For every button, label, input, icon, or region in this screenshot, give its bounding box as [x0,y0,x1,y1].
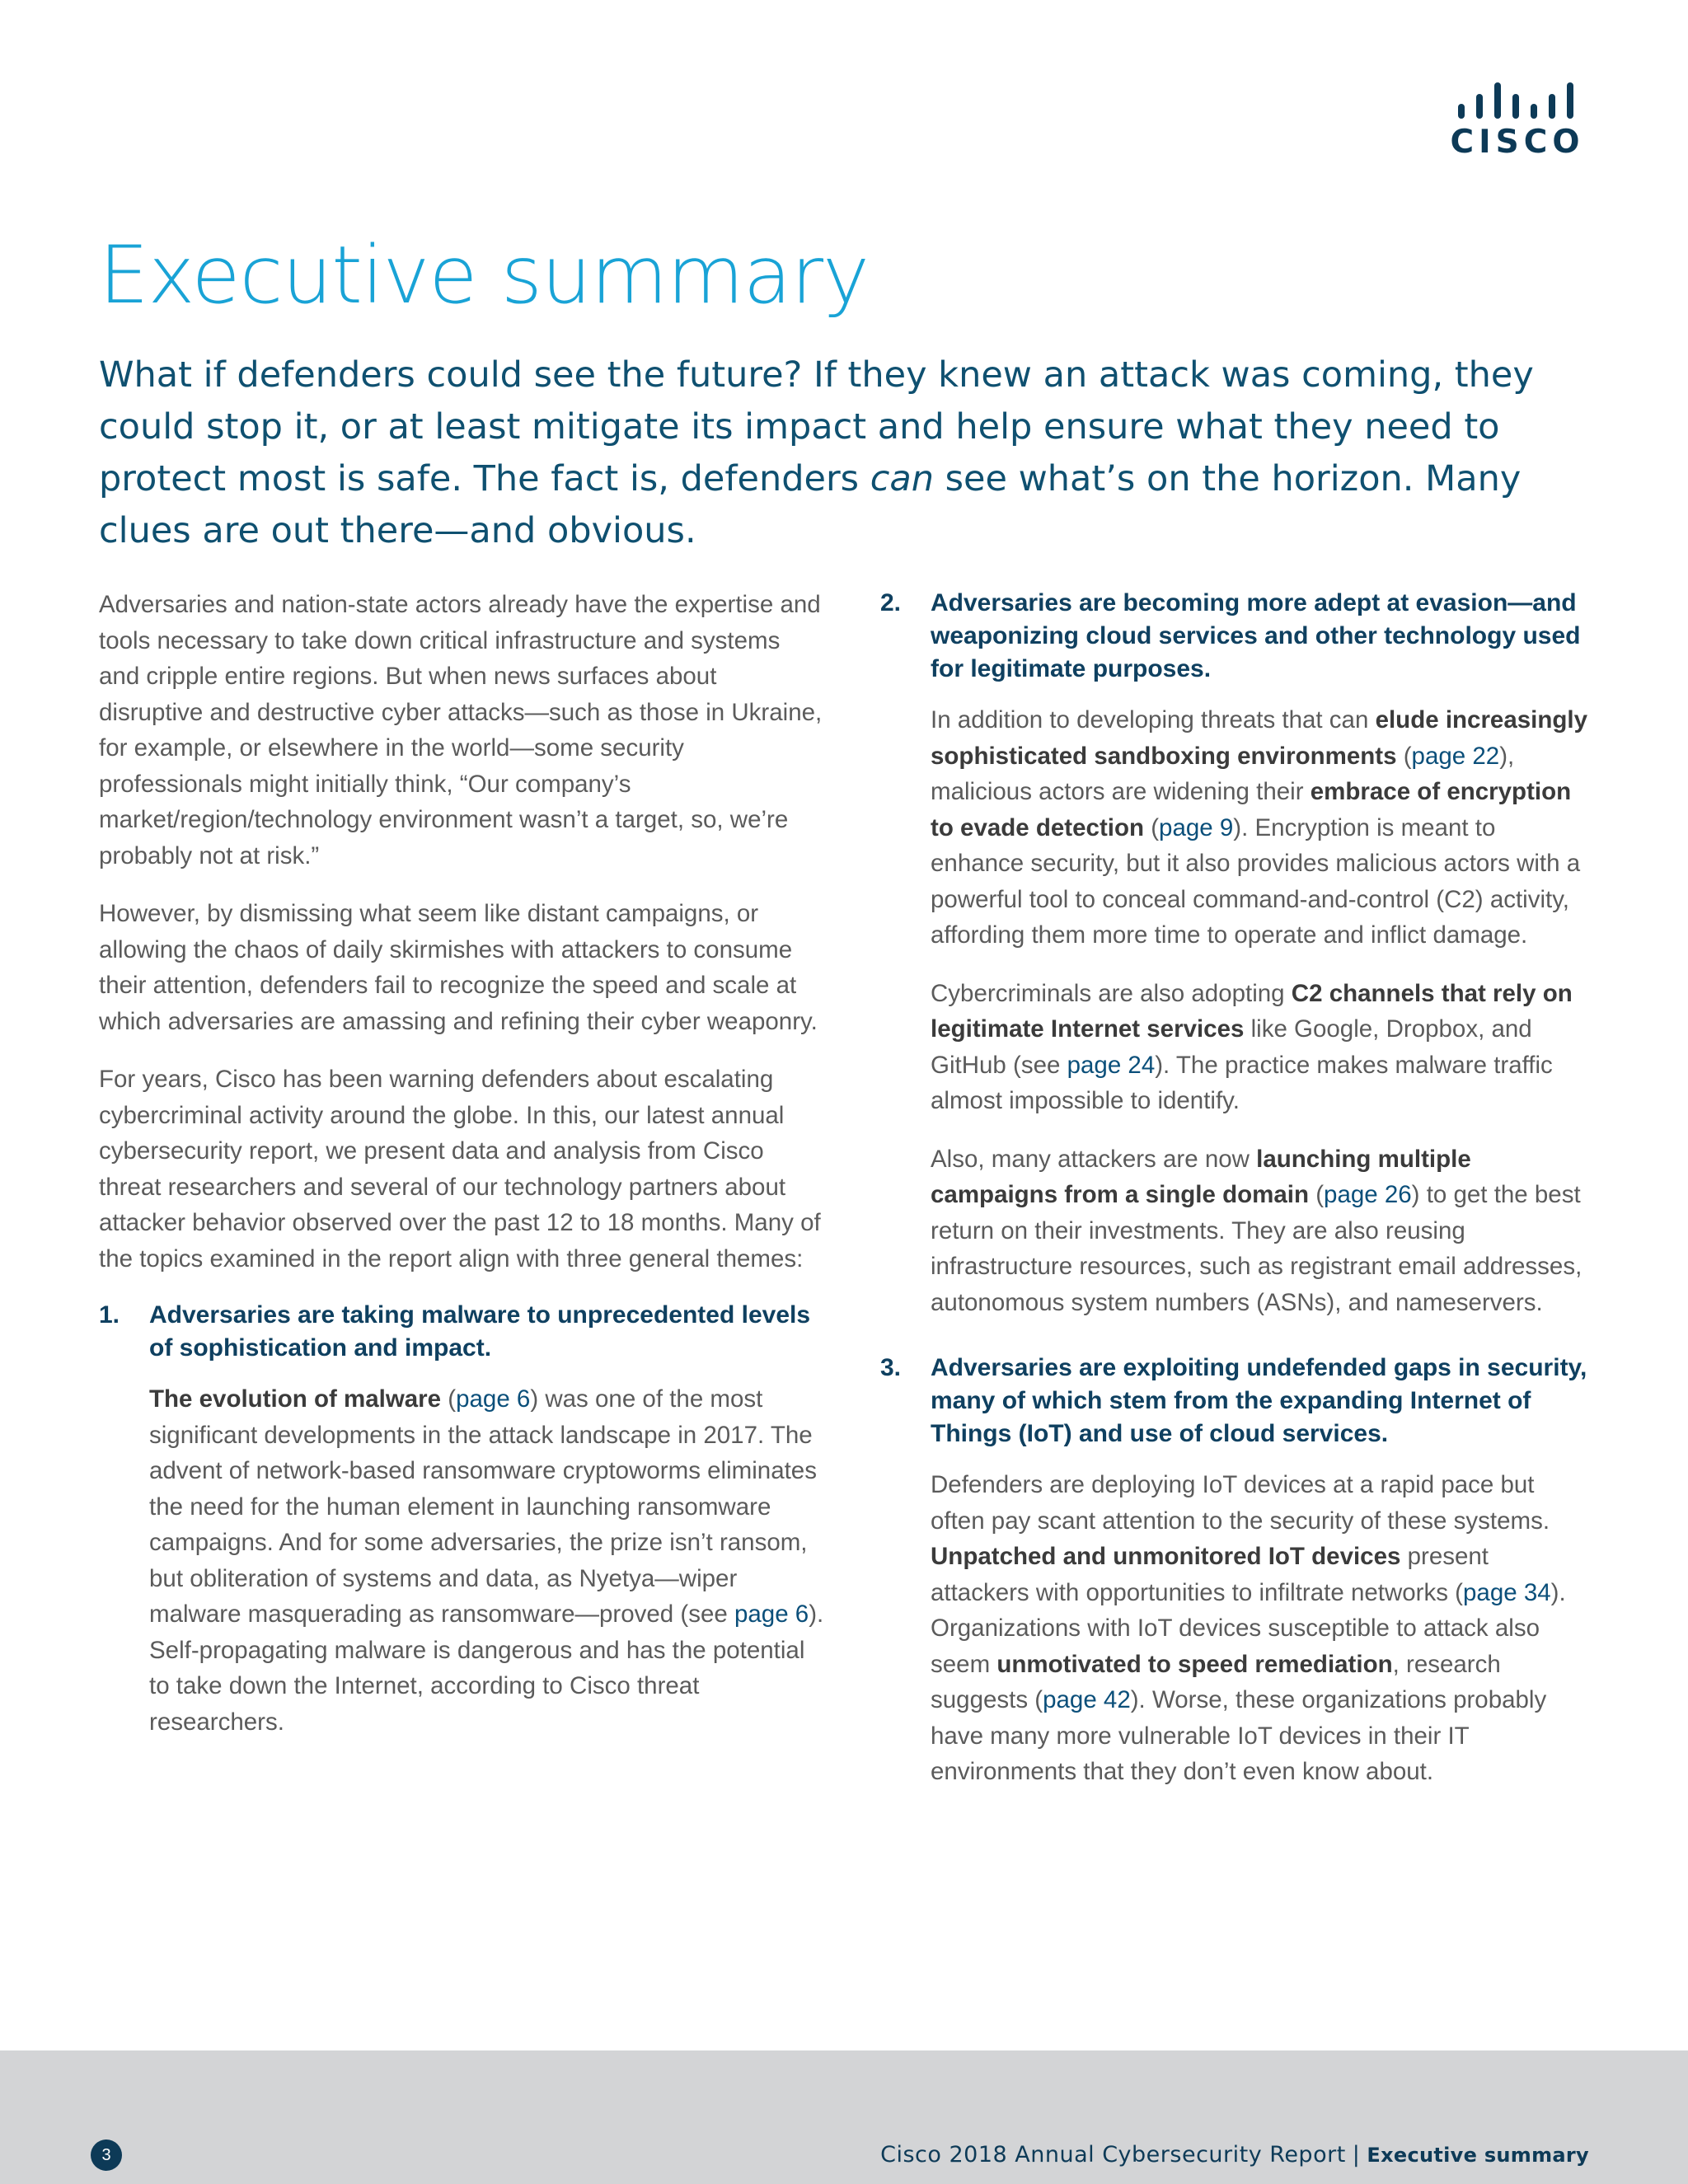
footer-report-title: Cisco 2018 Annual Cybersecurity Report | Executive summary [880,2142,1589,2168]
intro-emphasis: can [870,458,934,499]
page-link[interactable]: page 42 [1043,1686,1131,1713]
page-title: Executive summary [99,229,869,321]
left-column [99,587,824,1762]
page-number-badge: 3 [91,2139,122,2171]
body-paragraph-1: Adversaries and nation-state actors already have the expertise and tools necessary to take down critical infrastructure and systems and cripple entire regions. But when news surfaces about disruptive and destructive cyber attacks—such as those in Ukraine, for example, or elsewhere in the world—some security professionals might initially think, “Our company’s market/region/technology environment wasn’t a target, so, we’re probably not at risk.” [99,591,823,869]
cisco-wordmark: CISCO [1450,124,1585,161]
cisco-logo-bars-icon [1447,82,1587,119]
theme-heading: Adversaries are becoming more adept at evasion—and weaponizing cloud services and other technology used for legitimate purposes. [931,589,1581,682]
theme-paragraph: Defenders are deploying IoT devices at a rapid pace but often pay scant attention to the security of these systems. Unpatched and unmonitored IoT devices present attackers with opportunities to infiltrate networks (page 34). Organizations with IoT devices susceptible to attack also seem unmotivated to speed remediation, research suggests (page 42). Worse, these organizations probably have many more vulnerable IoT devices in their IT environments that they don’t even know about. [931,1471,1566,1785]
page-link[interactable]: page 6 [456,1385,531,1413]
page-link[interactable]: page 26 [1324,1181,1412,1208]
theme-heading: Adversaries are exploiting undefended gaps in security, many of which stem from the expanding Internet of Things (IoT) and use of cloud services. [931,1354,1587,1447]
body-paragraph-3: For years, Cisco has been warning defenders about escalating cybercriminal activity around the globe. In this, our latest annual cybersecurity report, we present data and analysis from Cisco threat researchers and several of our technology partners about attacker behavior observed over the past 12 to 18 months. Many of the topics examined in the report align with three general themes: [99,1066,821,1272]
theme-number: 1. [99,1301,120,1329]
page-link[interactable]: page 22 [1411,742,1500,770]
theme-paragraph: Also, many attackers are now launching multiple campaigns from a single domain (page 26) to get the best return on their investments. They are also reusing infrastructure resources, such as registrant email addresses, autonomous system numbers (ASNs), and nameservers. [931,1145,1582,1316]
page-link[interactable]: page 9 [1159,813,1234,841]
right-column [880,587,1589,1812]
footer-section-name: Executive summary [1367,2144,1589,2167]
theme-paragraph: In addition to developing threats that can elude increasingly sophisticated sandboxing environments (page 22), malicious actors are widening their embrace of encryption to evade detection (page 9). Encryption is meant to enhance security, but it also provides malicious actors with a powerful tool to conceal command-and-control (C2) activity, affording them more time to operate and inflict damage. [931,706,1587,949]
theme-number: 2. [880,589,902,616]
theme-item-2 [880,587,1589,1320]
body-paragraph-2: However, by dismissing what seem like distant campaigns, or allowing the chaos of daily skirmishes with attackers to consume their attention, defenders fail to recognize the speed and scale at which adversaries are amassing and refining their cyber weaponry. [99,900,818,1035]
page-link[interactable]: page 6 [734,1601,809,1628]
intro-paragraph: What if defenders could see the future? If they knew an attack was coming, they could stop it, or at least mitigate its impact and help ensure what they need to protect most is safe. The fact is, defenders can see what’s on the horizon. Many clues are out there—and obvious. [99,354,1534,551]
theme-paragraph: The evolution of malware (page 6) was one of the most significant developments in the attack landscape in 2017. The advent of network-based ransomware cryptoworms eliminates the need for the human element in launching ransomware campaigns. And for some adversaries, the prize isn’t ransom, but obliteration of systems and data, as Nyetya—wiper malware masquerading as ransomware—proved (see page 6). Self-propagating malware is dangerous and has the potential to take down the Internet, according to Cisco threat researchers. [149,1385,824,1736]
theme-item-3 [880,1352,1589,1790]
theme-number: 3. [880,1354,902,1381]
theme-paragraph: Cybercriminals are also adopting C2 channels that rely on legitimate Internet services like Google, Dropbox, and GitHub (see page 24). The practice makes malware traffic almost impossible to identify. [931,979,1573,1114]
page-link[interactable]: page 24 [1067,1051,1156,1079]
footer-separator: | [1352,2142,1361,2168]
cisco-logo [1447,82,1587,161]
theme-heading: Adversaries are taking malware to unprecedented levels of sophistication and impact. [149,1301,811,1361]
page-link[interactable]: page 34 [1463,1578,1551,1606]
theme-item-1 [99,1299,824,1740]
